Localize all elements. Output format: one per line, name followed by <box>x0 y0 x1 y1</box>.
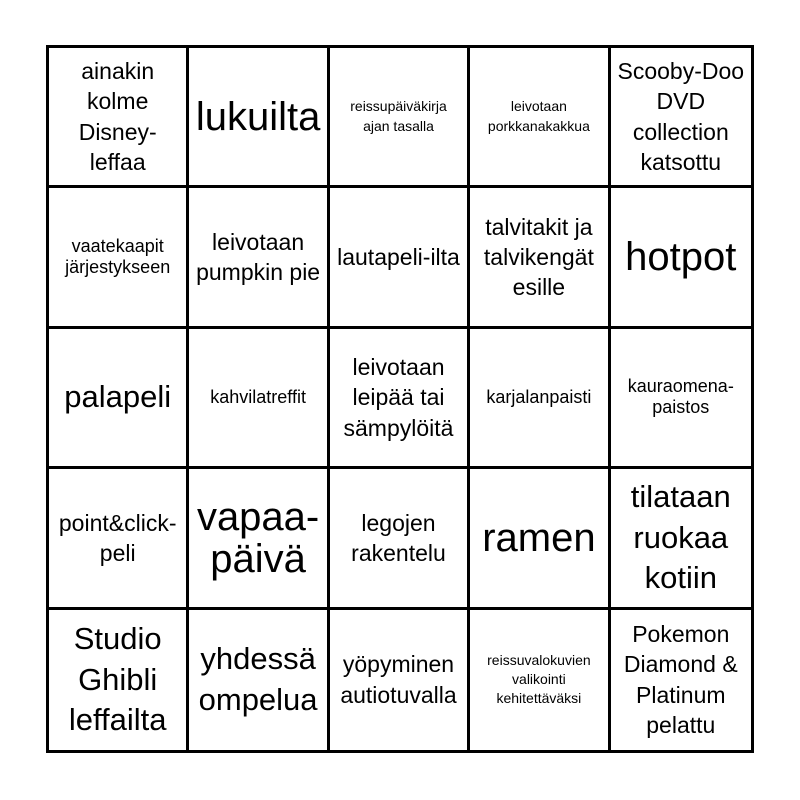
bingo-cell[interactable]: karjalanpaisti <box>470 329 610 469</box>
bingo-cell[interactable]: leivotaan porkkanakakkua <box>470 48 610 188</box>
bingo-board <box>46 45 754 753</box>
bingo-cell[interactable]: tilataan ruokaa kotiin <box>611 469 751 609</box>
bingo-cell[interactable]: leivotaan pumpkin pie <box>189 188 329 328</box>
bingo-cell[interactable]: talvitakit ja talvikengät esille <box>470 188 610 328</box>
bingo-cell[interactable]: yöpyminen autiotuvalla <box>330 610 470 750</box>
bingo-cell[interactable]: leivotaan leipää tai sämpylöitä <box>330 329 470 469</box>
bingo-cell[interactable]: kauraomena-paistos <box>611 329 751 469</box>
bingo-cell[interactable]: vaatekaapit järjestykseen <box>49 188 189 328</box>
bingo-cell[interactable]: yhdessä ompelua <box>189 610 329 750</box>
bingo-cell[interactable]: lukuilta <box>189 48 329 188</box>
bingo-cell[interactable]: point&click-peli <box>49 469 189 609</box>
bingo-cell[interactable]: legojen rakentelu <box>330 469 470 609</box>
bingo-cell[interactable]: ramen <box>470 469 610 609</box>
bingo-cell[interactable]: reissupäiväkirja ajan tasalla <box>330 48 470 188</box>
bingo-cell[interactable]: hotpot <box>611 188 751 328</box>
bingo-cell[interactable]: ainakin kolme Disney-leffaa <box>49 48 189 188</box>
bingo-cell[interactable]: Pokemon Diamond & Platinum pelattu <box>623 621 738 739</box>
bingo-cell[interactable]: reissuvalokuvien valikointi kehitettäväksi <box>470 610 610 750</box>
bingo-cell[interactable]: Studio Ghibli leffailta <box>49 610 189 750</box>
bingo-cell[interactable]: vapaa-päivä <box>189 469 329 609</box>
bingo-cell[interactable]: palapeli <box>49 329 189 469</box>
bingo-cell[interactable]: Scooby-Doo DVD collection katsottu <box>611 48 751 188</box>
bingo-cell[interactable]: kahvilatreffit <box>189 329 329 469</box>
bingo-cell[interactable]: lautapeli-ilta <box>330 188 470 328</box>
